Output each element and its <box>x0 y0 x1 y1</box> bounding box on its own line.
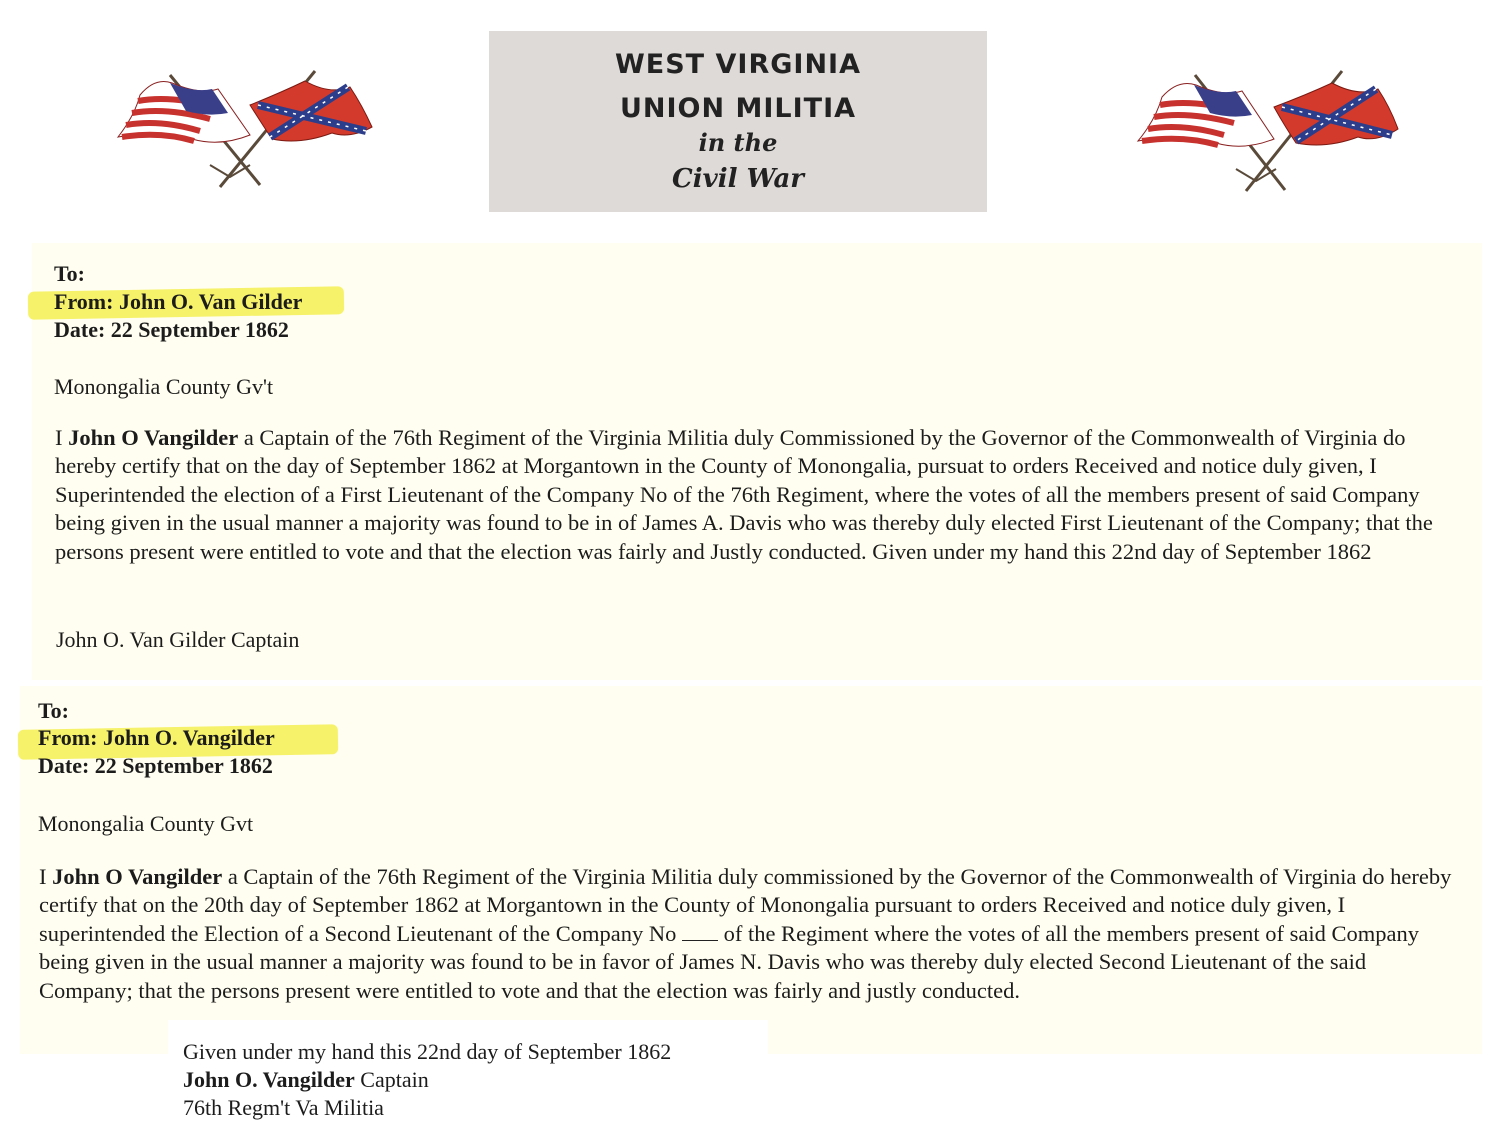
letter-1-date: Date: 22 September 1862 <box>54 317 289 342</box>
banner-line-4: Civil War <box>672 164 804 194</box>
letter-2-county: Monongalia County Gvt <box>38 811 254 836</box>
letter-1-body-name: John O Vangilder <box>68 425 239 450</box>
union-flag-icon <box>118 75 260 185</box>
letter-1-county: Monongalia County Gv't <box>54 374 274 399</box>
letter-2-body-name: John O Vangilder <box>52 864 223 889</box>
letter-2-to: To: <box>38 698 69 723</box>
crossed-flags-icon <box>100 65 380 190</box>
banner-line-2: UNION MILITIA <box>619 93 857 124</box>
letter-2-body: I John O Vangilder a Captain of the 76th Regiment of the Virginia Militia duly commissioned by the Governor of the Commonwealth of Virginia do hereby certify that on the 20th day of September 1862 at Morgantown in the County of Monongalia pursuant to orders Received and notice duly given, I superintended the Election of a Second Lieutenant of the Company No of the Regiment where the votes of all the members present of said Company being given in the usual manner a majority was found to be in favor of James N. Davis who was thereby duly elected Second Lieutenant of the said Company; that the persons present were entitled to vote and that the election was fairly and justly conducted. <box>39 864 1452 1003</box>
crossed-flags-icon <box>1120 65 1400 195</box>
letter-2-regiment: 76th Regm't Va Militia <box>183 1095 384 1120</box>
letter-2-from: From: John O. Vangilder <box>38 725 275 750</box>
banner-line-3: in the <box>698 128 778 157</box>
letter-2-given: Given under my hand this 22nd day of September 1862 <box>183 1039 672 1064</box>
banner-line-1: WEST VIRGINIA <box>615 49 861 80</box>
union-flag-icon <box>1138 75 1285 190</box>
letter-1-body: I John O Vangilder a Captain of the 76th Regiment of the Virginia Militia duly Commissioned by the Governor of the Commonwealth of Virginia do hereby certify that on the day of September 1862 at Morgantown in the County of Monongalia, pursuat to orders Received and notice duly given, I Superintended the election of a First Lieutenant of the Company No of the 76th Regiment, where the votes of all the members present of said Company being given in the usual manner a majority was found to be in of James A. Davis who was thereby duly elected First Lieutenant of the Company; that the persons present were entitled to vote and that the election was fairly and Justly conducted. Given under my hand this 22nd day of September 1862 <box>55 425 1433 564</box>
letter-2-signature: John O. Vangilder Captain <box>183 1067 429 1092</box>
title-banner <box>489 31 987 212</box>
letter-2-date: Date: 22 September 1862 <box>38 753 273 778</box>
letter-1-signature: John O. Van Gilder Captain <box>56 627 300 652</box>
letter-1-from: From: John O. Van Gilder <box>54 289 303 314</box>
letter-1-to: To: <box>54 261 85 286</box>
company-number-blank <box>682 922 718 941</box>
